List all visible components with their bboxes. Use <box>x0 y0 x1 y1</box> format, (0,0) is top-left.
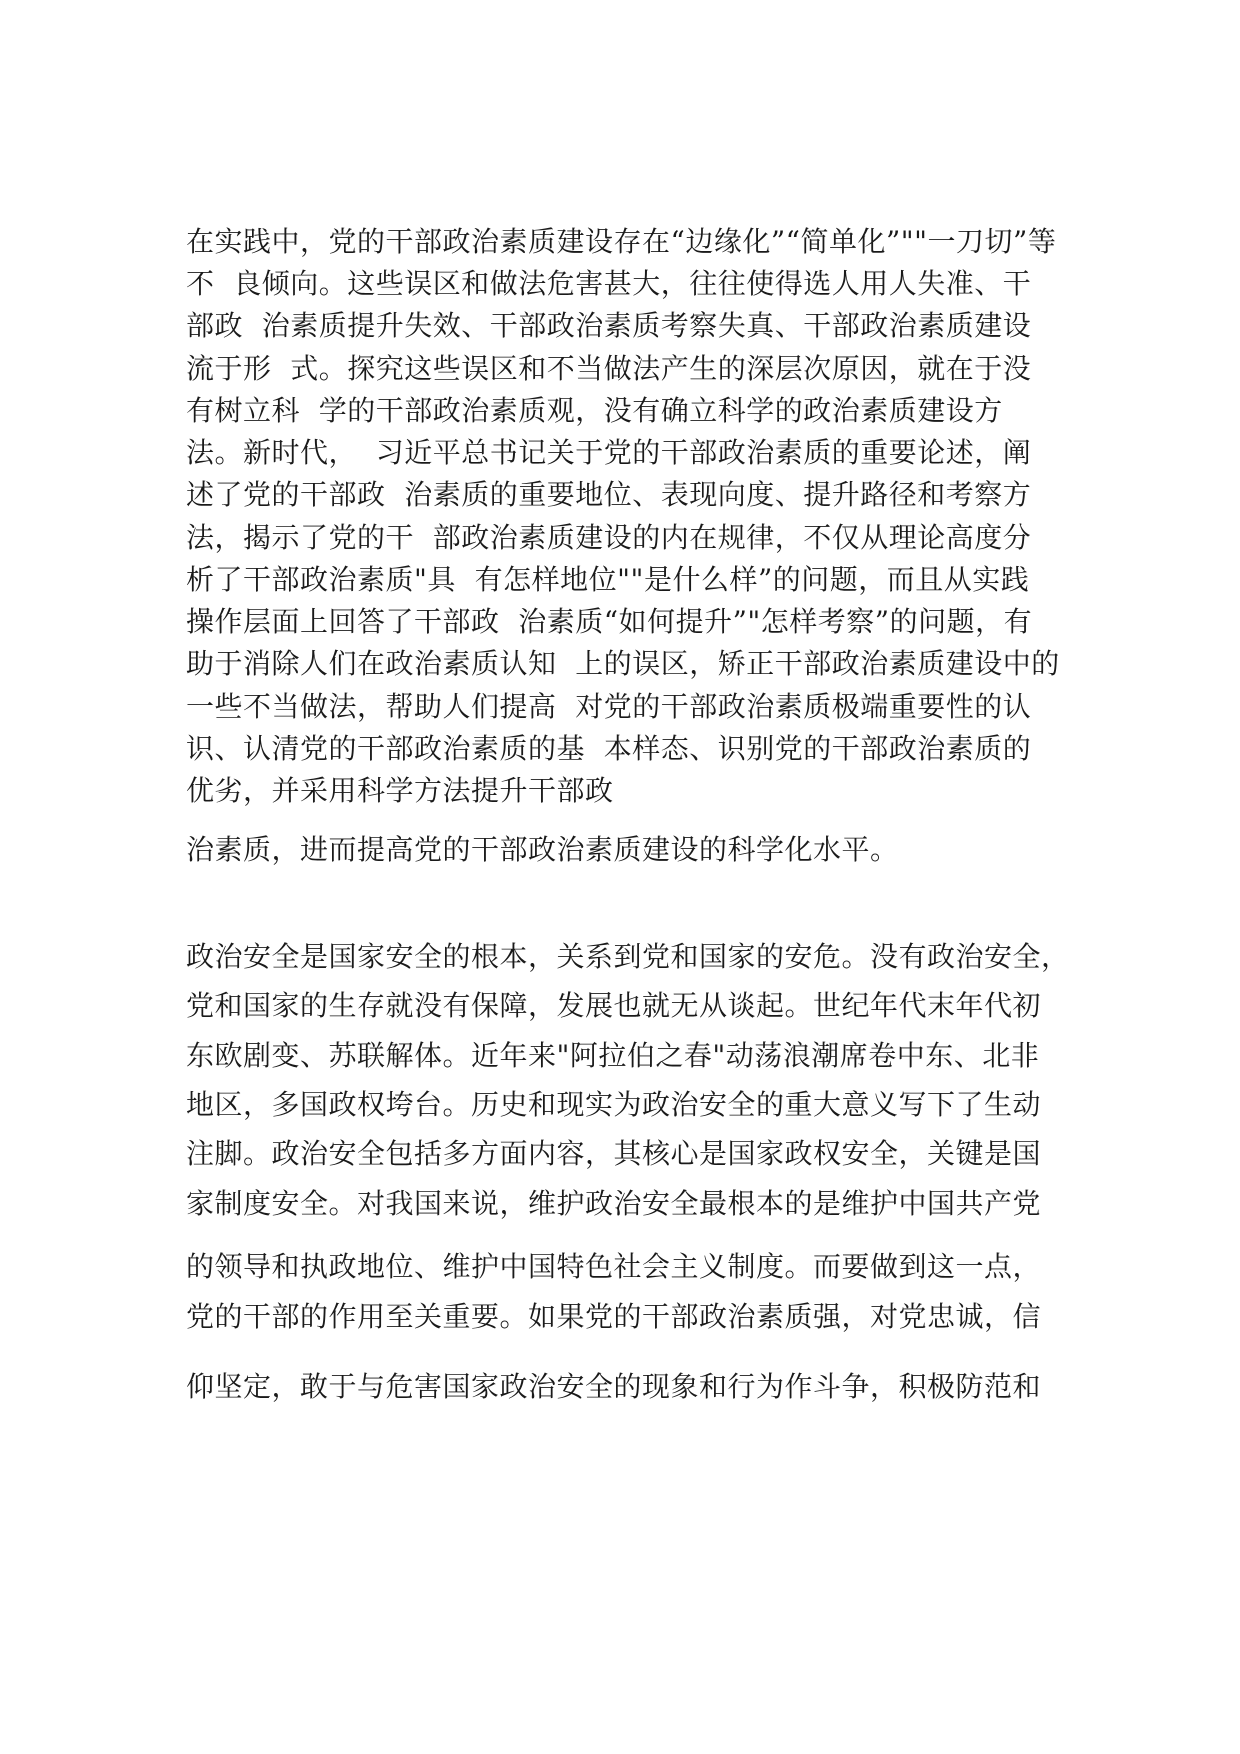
paragraph-1-line-11: 助于消除人们在政治素质认知 上的误区，矫正干部政治素质建设中的 <box>186 647 1060 680</box>
paragraph-1-line-6: 法。新时代， 习近平总书记关于党的干部政治素质的重要论述，阐 <box>186 436 1032 469</box>
paragraph-1-line-13: 识、认清党的干部政治素质的基 本样态、识别党的干部政治素质的 <box>186 732 1032 765</box>
paragraph-1-line-10: 操作层面上回答了干部政 治素质“如何提升”"怎样考察”的问题，有 <box>186 605 1033 638</box>
paragraph-3-line-1: 政治安全是国家安全的根本，关系到党和国家的安危。没有政治安全， <box>186 940 1070 973</box>
paragraph-2-line-1: 治素质，进而提高党的干部政治素质建设的科学化水平。 <box>186 833 899 866</box>
paragraph-5-line-1: 仰坚定，敢于与危害国家政治安全的现象和行为作斗争，积极防范和 <box>186 1370 1042 1403</box>
paragraph-4-line-1: 的领导和执政地位、维护中国特色社会主义制度。而要做到这一点， <box>186 1250 1042 1283</box>
paragraph-3-line-4: 地区，多国政权垮台。历史和现实为政治安全的重大意义写下了生动 <box>186 1088 1042 1121</box>
paragraph-3-line-5: 注脚。政治安全包括多方面内容，其核心是国家政权安全，关键是国 <box>186 1137 1042 1170</box>
paragraph-1-line-9: 析了干部政治素质"具 有怎样地位""是什么样”的问题，而且从实践 <box>186 563 1030 596</box>
paragraph-1-line-12: 一些不当做法，帮助人们提高 对党的干部政治素质极端重要性的认 <box>186 690 1032 723</box>
paragraph-3-line-3: 东欧剧变、苏联解体。近年来"阿拉伯之春"动荡浪潮席卷中东、北非 <box>186 1039 1040 1072</box>
paragraph-1-line-3: 部政 治素质提升失效、干部政治素质考察失真、干部政治素质建设 <box>186 309 1032 342</box>
paragraph-1-line-5: 有树立科 学的干部政治素质观，没有确立科学的政治素质建设方 <box>186 394 1003 427</box>
paragraph-3-line-2: 党和国家的生存就没有保障，发展也就无从谈起。世纪年代末年代初 <box>186 989 1042 1022</box>
paragraph-4-line-2: 党的干部的作用至关重要。如果党的干部政治素质强，对党忠诚，信 <box>186 1300 1042 1333</box>
paragraph-1-line-14: 优劣，并采用科学方法提升干部政 <box>186 774 614 807</box>
paragraph-1-line-2: 不 良倾向。这些误区和做法危害甚大，往往使得选人用人失准、干 <box>186 267 1032 300</box>
paragraph-1-line-7: 述了党的干部政 治素质的重要地位、表现向度、提升路径和考察方 <box>186 478 1032 511</box>
paragraph-1-line-8: 法，揭示了党的干 部政治素质建设的内在规律，不仅从理论高度分 <box>186 521 1032 554</box>
paragraph-1-line-4: 流于形 式。探究这些误区和不当做法产生的深层次原因，就在于没 <box>186 352 1032 385</box>
paragraph-1-line-1: 在实践中，党的干部政治素质建设存在“边缘化”“简单化”""一刀切”等 <box>186 225 1057 258</box>
paragraph-3-line-6: 家制度安全。对我国来说，维护政治安全最根本的是维护中国共产党 <box>186 1187 1042 1220</box>
